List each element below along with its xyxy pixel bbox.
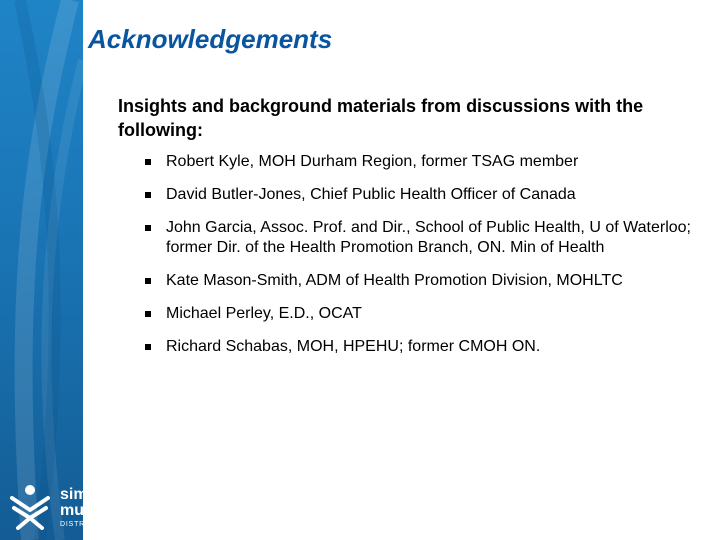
square-bullet-icon [145,225,151,231]
square-bullet-icon [145,311,151,317]
list-item [118,152,698,172]
list-item-text: David Butler-Jones, Chief Public Health Officer of Canada [166,186,576,203]
list-item [118,218,698,258]
page-title: Acknowledgements [88,24,333,54]
list-item-text: Kate Mason-Smith, ADM of Health Promotion Division, MOHLTC [166,272,623,289]
simcoe-muskoka-logo [8,482,156,532]
list-item-text: Robert Kyle, MOH Durham Region, former TSAG member [166,153,579,170]
list-item [118,337,698,357]
intro-text: Insights and background materials from discussions with the following: [118,96,644,140]
list-item [118,304,698,324]
square-bullet-icon [145,278,151,284]
square-bullet-icon [145,159,151,165]
sidebar-band [0,0,83,540]
square-bullet-icon [145,344,151,350]
list-item [118,185,698,205]
content-area [118,94,698,370]
list-item-text: John Garcia, Assoc. Prof. and Dir., School of Public Health, U of Waterloo; former Dir. of the Health Promotion Branch, ON. Min of Health [166,219,691,256]
list-item [118,271,698,291]
logo-wordmark-line1: simcoe [60,486,116,503]
logo-wordmark-line2: muskoka [60,502,130,519]
logo-tagline: DISTRICT HEALTH UNIT [60,521,156,528]
list-item-text: Michael Perley, E.D., OCAT [166,305,362,322]
square-bullet-icon [145,192,151,198]
sidebar-wave-decoration [0,0,83,540]
acknowledgement-list [118,152,698,357]
list-item-text: Richard Schabas, MOH, HPEHU; former CMOH ON. [166,338,541,355]
health-unit-figure-icon [8,484,52,530]
